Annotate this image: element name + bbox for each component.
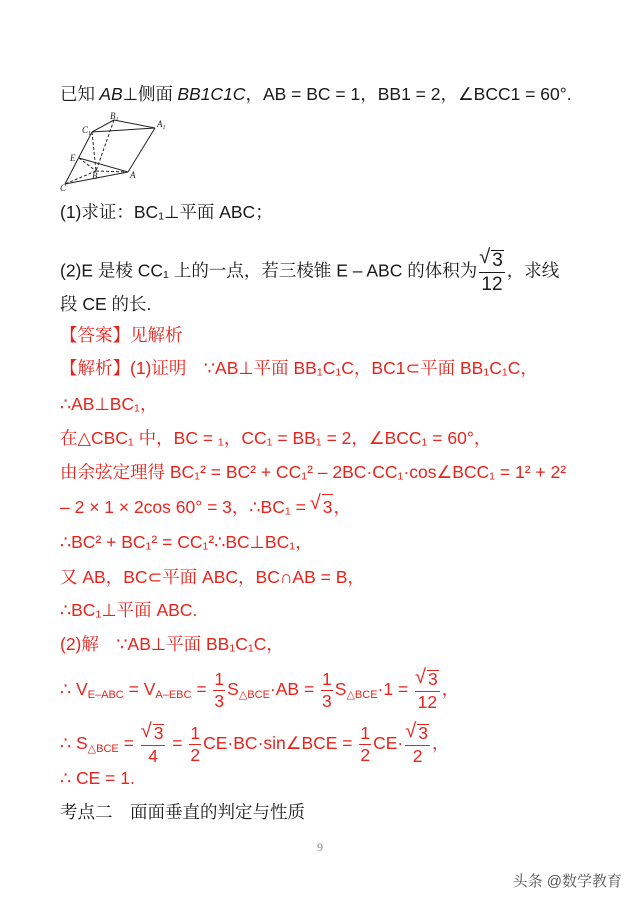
one-third-fraction-1 bbox=[213, 668, 225, 711]
radicand: 3 bbox=[153, 723, 164, 743]
one-third-fraction-2 bbox=[321, 668, 333, 711]
label-a1-sub: 1 bbox=[162, 125, 166, 131]
watermark: 头条 @数学教育 bbox=[512, 873, 622, 890]
line5-radicand: 3 bbox=[322, 494, 334, 519]
label-c: C bbox=[60, 183, 67, 192]
p2-l1-e: ·AB = bbox=[269, 679, 320, 700]
label-a1: A bbox=[157, 119, 163, 129]
solution-line-6: ∴BC² + BC₁² = CC₁²∴BC⊥BC₁， bbox=[60, 532, 313, 552]
p2-l2-e: CE· bbox=[373, 733, 404, 754]
solution-line-4: 由余弦定理得 BC₁² = BC² + CC₁² – 2BC·CC₁·cos∠BCC₁ = 1² + 2² bbox=[60, 462, 567, 482]
p2-l2-a: ∴ S bbox=[60, 733, 88, 754]
answer-label: 【答案】见解析 bbox=[60, 325, 183, 345]
frac-num: 1 bbox=[213, 671, 225, 692]
one-half-fraction-2 bbox=[359, 722, 371, 765]
frac-den: 2 bbox=[190, 745, 201, 765]
p2-l2-f: ， bbox=[432, 733, 450, 754]
sqrt3-over-4-fraction bbox=[141, 724, 166, 765]
label-b: B bbox=[92, 171, 98, 181]
given-line bbox=[60, 82, 572, 106]
radicand: 3 bbox=[418, 723, 428, 743]
label-c1: C bbox=[82, 125, 89, 135]
frac-den: 12 bbox=[417, 691, 438, 712]
prism-figure bbox=[60, 112, 170, 192]
part2-conclusion: ∴ CE = 1. bbox=[60, 768, 135, 788]
sqrt3-over-2-fraction bbox=[405, 724, 430, 765]
given-face-name: BB1C1C bbox=[177, 84, 246, 104]
p2-l1-sub3: △BCE bbox=[238, 689, 270, 702]
svg-text:C1 bbox=[82, 125, 91, 137]
p2-l1-sub3b: △BCE bbox=[346, 689, 378, 702]
p2-l1-b: = V bbox=[123, 679, 156, 700]
label-c1-sub: 1 bbox=[88, 131, 92, 137]
q2-text-a: (2)E 是棱 CC₁ 上的一点，若三棱锥 E – ABC 的体积为 bbox=[60, 260, 478, 281]
part1-intro: (1)证明 ∵AB⊥平面 BB₁C₁C，BC1⊂平面 BB₁C₁C， bbox=[130, 358, 538, 378]
q2-frac-radicand: 3 bbox=[492, 250, 503, 271]
p2-l1-d2: S bbox=[334, 679, 347, 700]
part2-intro: (2)解 ∵AB⊥平面 BB₁C₁C， bbox=[60, 634, 284, 654]
label-e: E bbox=[70, 153, 76, 163]
solution-line-1 bbox=[60, 356, 538, 380]
page-number: 9 bbox=[317, 840, 323, 854]
frac-num: 1 bbox=[359, 725, 371, 746]
q2-text-b: ，求线 bbox=[506, 260, 560, 281]
p2-l2-c: = bbox=[167, 733, 188, 754]
question-2-line1 bbox=[60, 250, 559, 294]
given-face-text: 侧面 bbox=[137, 84, 173, 104]
given-ab: AB bbox=[99, 84, 123, 104]
line5-text-a: – 2 × 1 × 2cos 60° = 3，∴BC₁ = bbox=[60, 497, 311, 517]
radicand: 3 bbox=[428, 669, 438, 689]
p2-l1-sub2: A–EBC bbox=[155, 689, 192, 702]
label-b1: B bbox=[110, 112, 116, 121]
given-perp: ⊥ bbox=[122, 84, 138, 104]
frac-num: 1 bbox=[189, 725, 201, 746]
p2-l1-a: ∴ V bbox=[60, 679, 88, 700]
given-conditions: ，AB = BC = 1，BB1 = 2，∠BCC1 = 60°. bbox=[245, 84, 572, 104]
frac-den: 4 bbox=[148, 745, 158, 766]
svg-text:A1 bbox=[156, 119, 166, 131]
part2-volume-line bbox=[60, 670, 459, 711]
solution-line-2: ∴AB⊥BC₁， bbox=[60, 394, 158, 414]
solution-line-8: ∴BC₁⊥平面 ABC. bbox=[60, 600, 198, 620]
frac-den: 3 bbox=[214, 691, 225, 711]
p2-l2-sub: △BCE bbox=[87, 743, 119, 756]
solution-line-5 bbox=[60, 494, 351, 519]
sqrt3-over-12-fraction bbox=[415, 670, 440, 711]
p2-l2-b: = bbox=[118, 733, 139, 754]
question-1: (1)求证：BC₁⊥平面 ABC； bbox=[60, 202, 273, 222]
frac-den: 3 bbox=[322, 691, 332, 711]
solution-line-3: 在△CBC₁ 中，BC = ₁，CC₁ = BB₁ = 2，∠BCC₁ = 60°， bbox=[60, 428, 492, 448]
one-half-fraction-1 bbox=[189, 722, 201, 765]
label-b1-sub: 1 bbox=[115, 117, 119, 123]
frac-den: 2 bbox=[412, 745, 423, 766]
frac-num: 1 bbox=[321, 671, 333, 692]
part2-area-line bbox=[60, 724, 450, 765]
p2-l2-d: CE·BC·sin∠BCE = bbox=[203, 733, 358, 754]
frac-den: 2 bbox=[360, 745, 371, 765]
section-heading: 考点二 面面垂直的判定与性质 bbox=[60, 802, 305, 822]
p2-l1-d: S bbox=[227, 679, 239, 700]
question-2-line2: 段 CE 的长. bbox=[60, 294, 152, 314]
q2-volume-fraction bbox=[479, 250, 505, 294]
p2-l1-sub1: E–ABC bbox=[87, 689, 124, 702]
p2-l1-c: = bbox=[191, 679, 212, 700]
label-a: A bbox=[130, 170, 136, 180]
p2-l1-f: ·1 = bbox=[377, 679, 414, 700]
q2-frac-denominator: 12 bbox=[481, 274, 503, 295]
line5-text-b: ， bbox=[333, 497, 351, 517]
solution-line-7: 又 AB，BC⊂平面 ABC，BC∩AB = B， bbox=[60, 567, 365, 587]
analysis-label: 【解析】 bbox=[60, 358, 130, 378]
p2-l1-g: ， bbox=[441, 679, 460, 700]
given-prefix: 已知 bbox=[60, 84, 95, 104]
